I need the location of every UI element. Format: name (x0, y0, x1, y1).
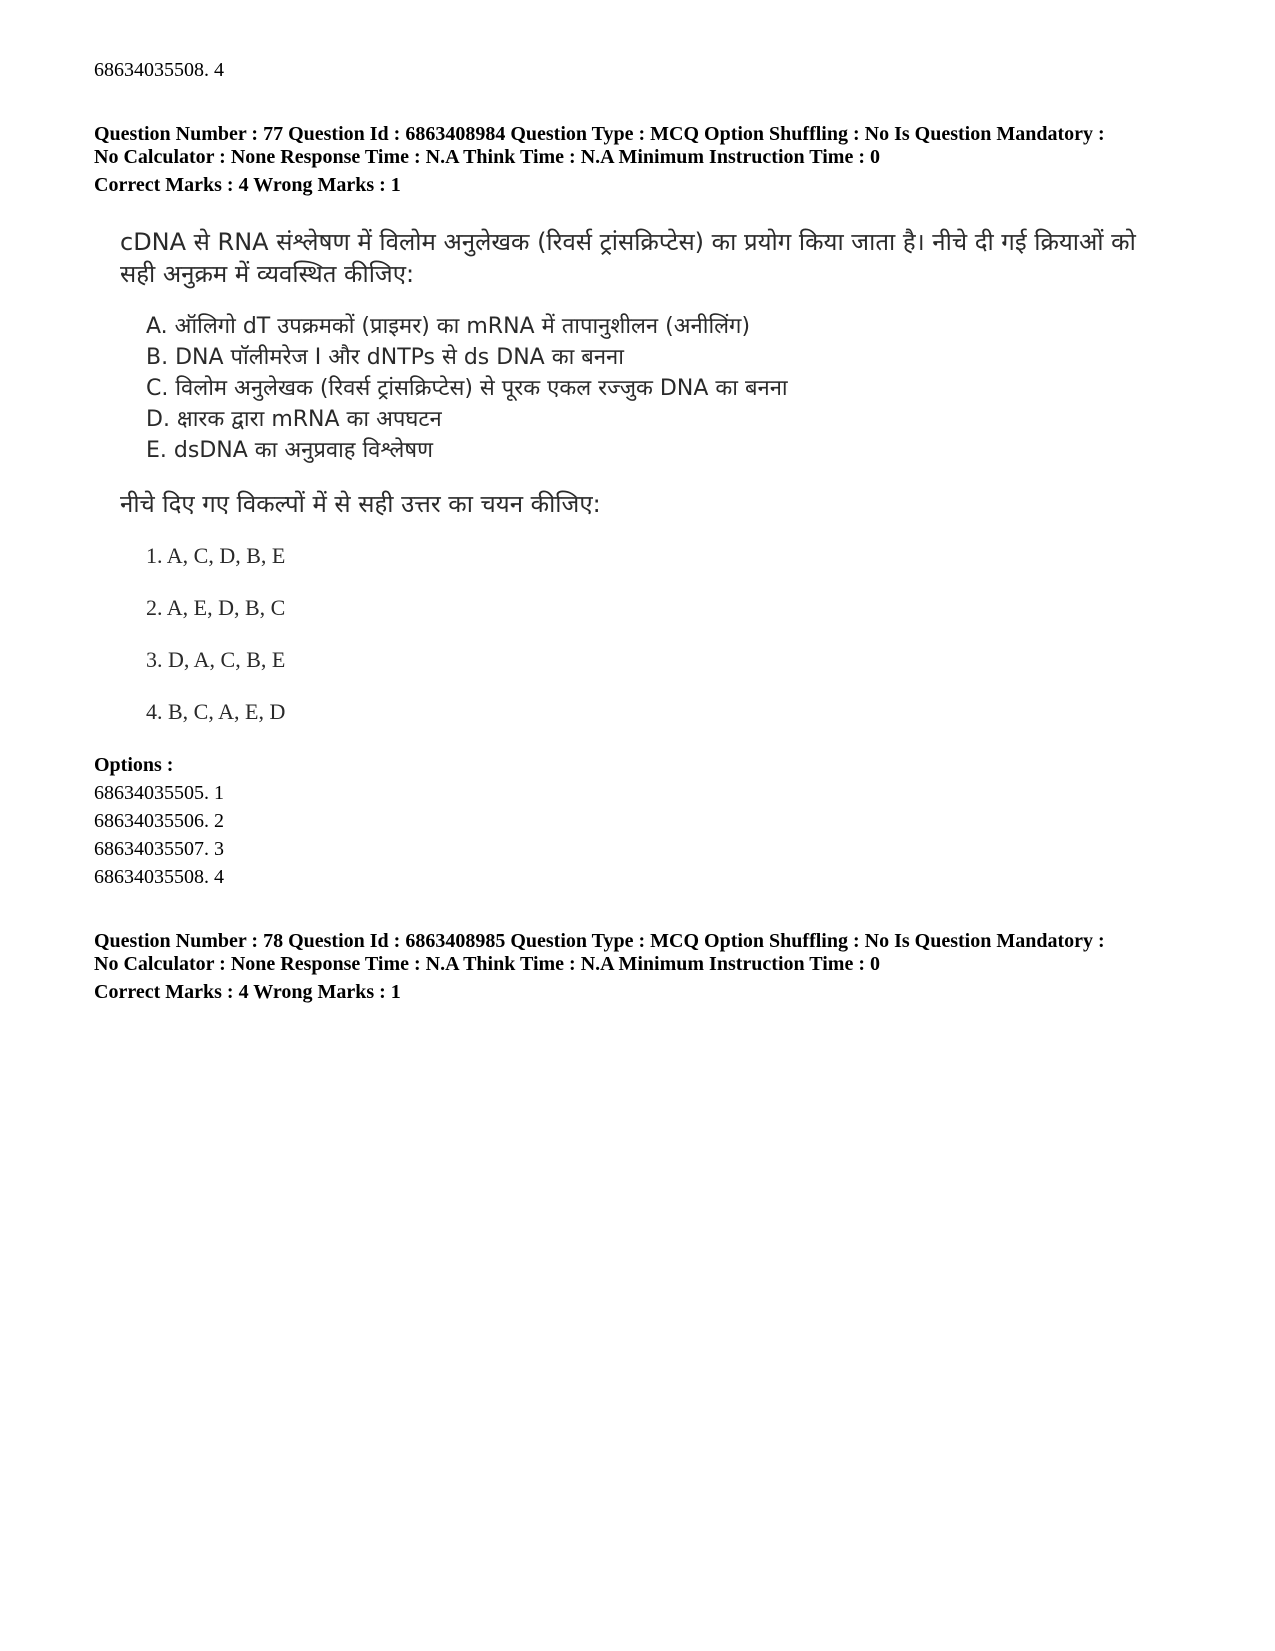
q77-choice-4: 4. B, C, A, E, D (146, 699, 286, 724)
q77-statement-c: C. विलोम अनुलेखक (रिवर्स ट्रांसक्रिप्टेस) से पूरक एकल रज्जुक DNA का बनना (146, 376, 788, 401)
q77-question-line-1: cDNA से RNA संश्लेषण में विलोम अनुलेखक (रिवर्स ट्रांसक्रिप्टेस) का प्रयोग किया जाता है। नीचे दी गई क्रियाओं को (120, 228, 1136, 256)
q78-marks: Correct Marks : 4 Wrong Marks : 1 (94, 981, 401, 1003)
q77-choice-1: 1. A, C, D, B, E (146, 543, 286, 568)
q77-statement-b: B. DNA पॉलीमरेज I और dNTPs से ds DNA का बनना (146, 345, 624, 370)
q77-choice-3: 3. D, A, C, B, E (146, 647, 286, 672)
previous-answer-option: 68634035508. 4 (94, 59, 224, 81)
q77-instruction: नीचे दिए गए विकल्पों में से सही उत्तर का चयन कीजिए: (120, 490, 601, 518)
q77-option-4: 68634035508. 4 (94, 866, 224, 888)
q78-meta-line-1: Question Number : 78 Question Id : 6863408985 Question Type : MCQ Option Shuffling : No Is Question Mandatory : (94, 930, 1105, 952)
q77-statement-d: D. क्षारक द्वारा mRNA का अपघटन (146, 407, 442, 432)
q77-statement-e: E. dsDNA का अनुप्रवाह विश्लेषण (146, 438, 434, 463)
q77-question-line-2: सही अनुक्रम में व्यवस्थित कीजिए: (120, 260, 415, 288)
q77-meta-line-2: No Calculator : None Response Time : N.A Think Time : N.A Minimum Instruction Time : 0 (94, 146, 880, 168)
q77-option-1: 68634035505. 1 (94, 782, 224, 804)
q77-options-label: Options : (94, 754, 174, 776)
q77-marks: Correct Marks : 4 Wrong Marks : 1 (94, 174, 401, 196)
q77-option-2: 68634035506. 2 (94, 810, 224, 832)
q78-meta-line-2: No Calculator : None Response Time : N.A Think Time : N.A Minimum Instruction Time : 0 (94, 953, 880, 975)
q77-statement-a: A. ऑलिगो dT उपक्रमकों (प्राइमर) का mRNA में तापानुशीलन (अनीलिंग) (146, 314, 751, 339)
q77-meta-line-1: Question Number : 77 Question Id : 6863408984 Question Type : MCQ Option Shuffling : No Is Question Mandatory : (94, 123, 1105, 145)
q77-option-3: 68634035507. 3 (94, 838, 224, 860)
q77-choice-2: 2. A, E, D, B, C (146, 595, 286, 620)
